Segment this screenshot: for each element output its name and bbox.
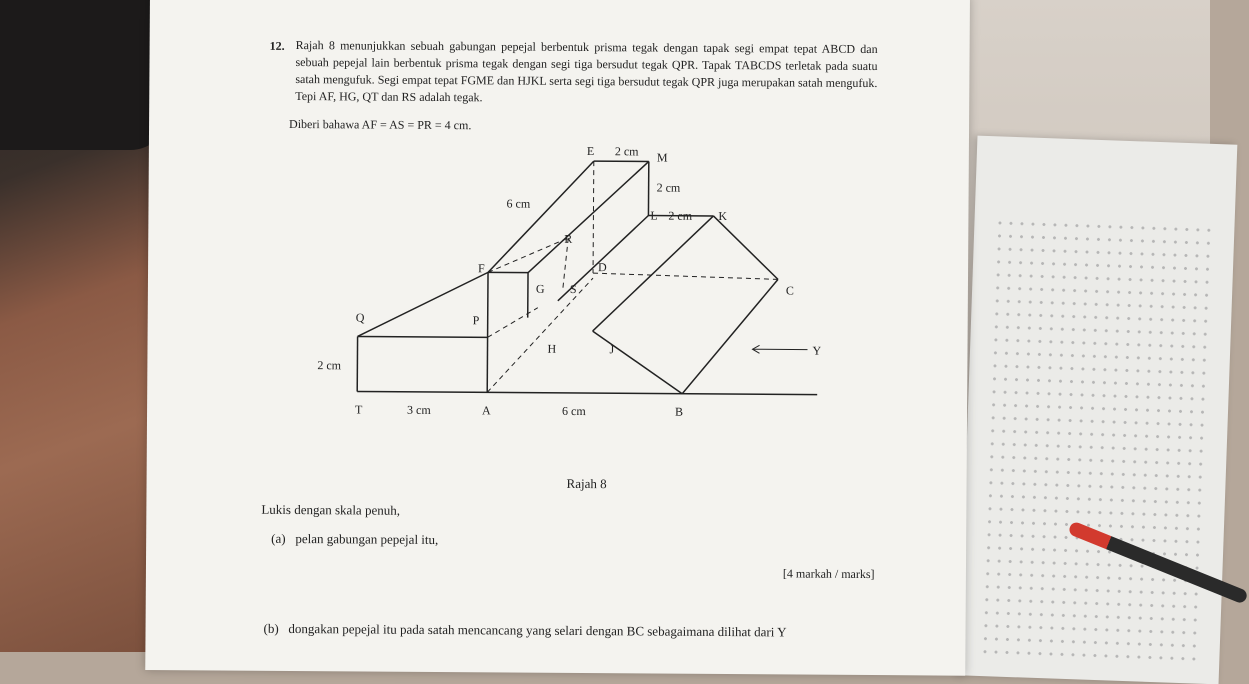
label-c: C (786, 283, 794, 297)
label-l: L (650, 208, 657, 222)
label-s: S (570, 282, 577, 296)
question-number: 12. (270, 39, 285, 54)
part-b-label: (b) (263, 621, 278, 636)
edge-af (487, 272, 488, 392)
label-r: R (564, 232, 572, 246)
dim-mk: 2 cm (657, 181, 681, 195)
label-e: E (587, 144, 594, 158)
label-b: B (675, 405, 683, 419)
label-k: K (718, 209, 727, 223)
label-y: Y (812, 344, 821, 358)
given-statement: Diberi bahawa AF = AS = PR = 4 cm. (289, 117, 471, 133)
edge-kj (593, 215, 714, 332)
part-b-text: dongakan pepejal itu pada satah mencancang yang selari dengan BC sebagaimana dilihat dari Y (288, 621, 786, 639)
part-a-label: (a) (271, 531, 286, 546)
hidden-pr (488, 307, 538, 337)
part-a-text: pelan gabungan pepejal itu, (295, 531, 438, 547)
part-a (271, 531, 438, 548)
instruction-text: Lukis dengan skala penuh, (261, 502, 400, 519)
answer-sheet (959, 136, 1238, 684)
edge-tb (357, 391, 817, 394)
label-g: G (536, 282, 545, 296)
dark-bag (0, 0, 170, 150)
label-h: H (547, 342, 556, 356)
figure-caption: Rajah 8 (567, 476, 607, 492)
label-p: P (473, 313, 480, 327)
label-j: J (609, 342, 614, 356)
edge-qp (358, 336, 488, 337)
dim-qt: 2 cm (317, 358, 341, 372)
hidden-dc (593, 273, 778, 279)
edge-qf (358, 271, 488, 337)
label-t: T (355, 402, 363, 416)
label-m: M (657, 151, 668, 165)
edge-jb (592, 331, 682, 394)
marks-label: [4 markah / marks] (783, 566, 875, 582)
label-d: D (598, 260, 607, 274)
label-q: Q (356, 310, 365, 324)
edge-gm (528, 161, 649, 274)
hidden-ed (593, 161, 594, 273)
dim-em: 2 cm (615, 144, 639, 158)
edge-kc (713, 216, 778, 279)
label-a: A (482, 403, 491, 417)
label-f: F (478, 261, 485, 275)
question-text: Rajah 8 menunjukkan sebuah gabungan pepejal berbentuk prisma tegak dengan tapak segi empat tepat ABCD dan sebuah pepejal lain berbentuk prisma tegak dengan segi tiga bersudut tegak QPR. Tapak TABCDS terletak pada suatu satah mengufuk. Segi empat tepat FGME dan HJKL serta segi tiga bersudut tegak QPR juga merupakan satah mengufuk. Tepi AF, HG, QT dan RS adalah tegak. (295, 37, 877, 109)
dim-ab: 6 cm (562, 404, 586, 418)
dim-ta: 3 cm (407, 403, 431, 417)
dim-lk: 2 cm (668, 209, 692, 223)
dim-fe: 6 cm (506, 196, 530, 210)
edge-fe (488, 160, 594, 273)
exam-paper (145, 0, 970, 676)
answer-bubbles (979, 216, 1214, 663)
solid-diagram (297, 141, 799, 444)
part-b (263, 621, 786, 641)
edge-cb (682, 279, 778, 395)
hidden-fr (488, 237, 568, 273)
